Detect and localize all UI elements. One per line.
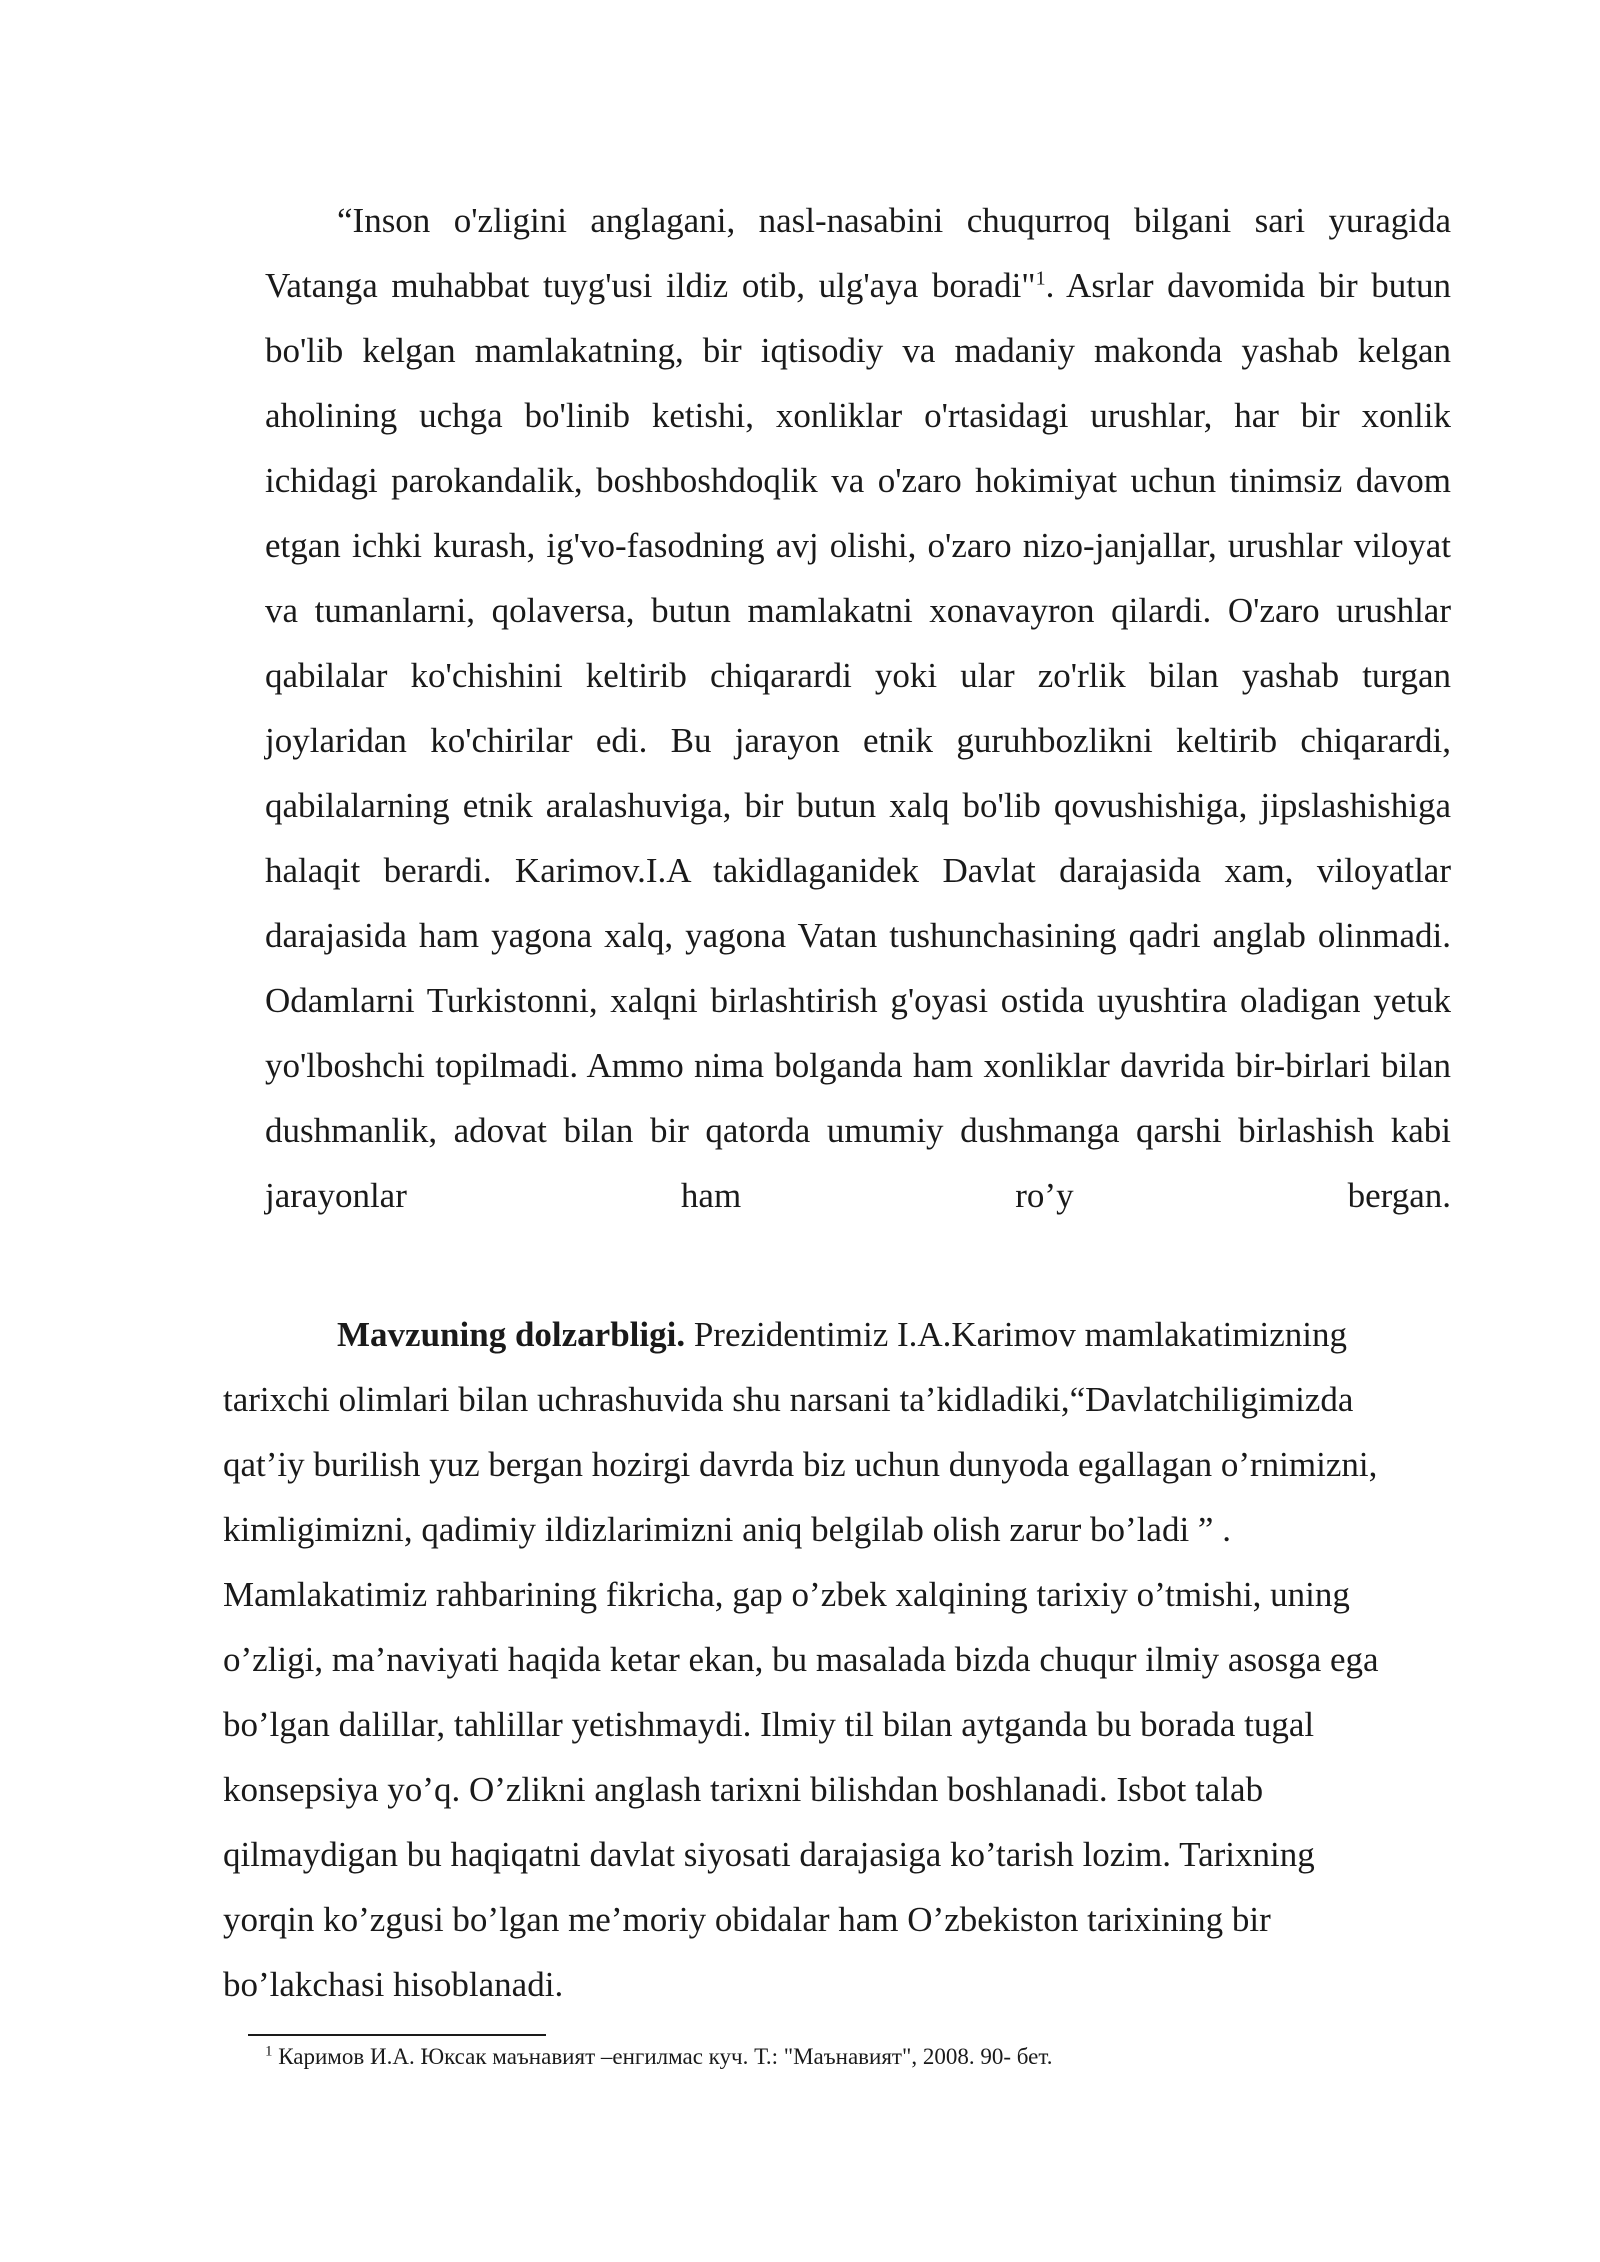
text-line: bo’lakchasi hisoblanadi.	[223, 1965, 564, 2004]
footnote-separator	[248, 2034, 546, 2036]
quote-text: “Inson o'zligini anglagani, nasl-nasabini chuqurroq bilgani sari yuragida Vatanga muhabbat tuyg'usi ildiz otib, ulg'aya boradi"	[265, 201, 1451, 305]
footnote-reference[interactable]: 1	[1035, 267, 1046, 290]
text-line: Mamlakatimiz rahbarining fikricha, gap o’zbek xalqining tarixiy o’tmishi, uning	[223, 1575, 1350, 1614]
footnote-text: Каримов И.А. Юксак маънавият –енгилмас куч. Т.: "Маънавият", 2008. 90- бет.	[272, 2044, 1053, 2069]
text-line: kimligimizni, qadimiy ildizlarimizni aniq belgilab olish zarur bo’ladi ” .	[223, 1510, 1231, 1549]
text-line: o’zligi, ma’naviyati haqida ketar ekan, bu masalada bizda chuqur ilmiy asosga ega	[223, 1640, 1379, 1679]
paragraph-intro	[265, 188, 1451, 1228]
section-heading: Mavzuning dolzarbligi.	[337, 1315, 686, 1354]
text-line: konsepsiya yo’q. O’zlikni anglash tarixni bilishdan boshlanadi. Isbot talab	[223, 1770, 1264, 1809]
text-line: yorqin ko’zgusi bo’lgan me’moriy obidalar ham O’zbekiston tarixining bir	[223, 1900, 1271, 1939]
text-line	[223, 1302, 1473, 1367]
text-line: qilmaydigan bu haqiqatni davlat siyosati darajasiga ko’tarish lozim. Tarixning	[223, 1835, 1315, 1874]
text-line-content: Prezidentimiz I.A.Karimov mamlakatimizning	[685, 1315, 1348, 1354]
footnote-mark: 1	[265, 2043, 273, 2060]
text-line: bo’lgan dalillar, tahlillar yetishmaydi. Ilmiy til bilan aytganda bu borada tugal	[223, 1705, 1315, 1744]
text-line: tarixchi olimlari bilan uchrashuvida shu narsani ta’kidladiki,“Davlatchiligimizda	[223, 1380, 1354, 1419]
text-line: qat’iy burilish yuz bergan hozirgi davrda biz uchun dunyoda egallagan o’rnimizni,	[223, 1445, 1378, 1484]
paragraph-intro-body: . Asrlar davomida bir butun bo'lib kelgan mamlakatning, bir iqtisodiy va madaniy makonda yashab kelgan aholining uchga bo'linib ketishi, xonliklar o'rtasidagi urushlar, har bir xonlik ichidagi parokandalik, boshboshdoqlik va o'zaro hokimiyat uchun tinimsiz davom etgan ichki kurash, ig'vo-fasodning avj olishi, o'zaro nizo-janjallar, urushlar viloyat va tumanlarni, qolaversa, butun mamlakatni xonavayron qilardi. O'zaro urushlar qabilalar ko'chishini keltirib chiqarardi yoki ular zo'rlik bilan yashab turgan joylaridan ko'chirilar edi. Bu jarayon etnik guruhbozlikni keltirib chiqarardi, qabilalarning etnik aralashuviga, bir butun xalq bo'lib qovushishiga, jipslashishiga halaqit berardi. Karimov.I.A takidlaganidek Davlat darajasida xam, viloyatlar darajasida ham yagona xalq, yagona Vatan tushunchasining qadri anglab olinmadi. Odamlarni Turkistonni, xalqni birlashtirish g'oyasi ostida uyushtira oladigan yetuk yo'lboshchi topilmadi. Ammo nima bolganda ham xonliklar davrida bir-birlari bilan dushmanlik, adovat bilan bir qatorda umumiy dushmanga qarshi birlashish kabi jarayonlar ham ro’y bergan.	[265, 266, 1452, 1215]
footnote	[265, 2040, 1052, 2074]
paragraph-relevance	[223, 1302, 1473, 2017]
